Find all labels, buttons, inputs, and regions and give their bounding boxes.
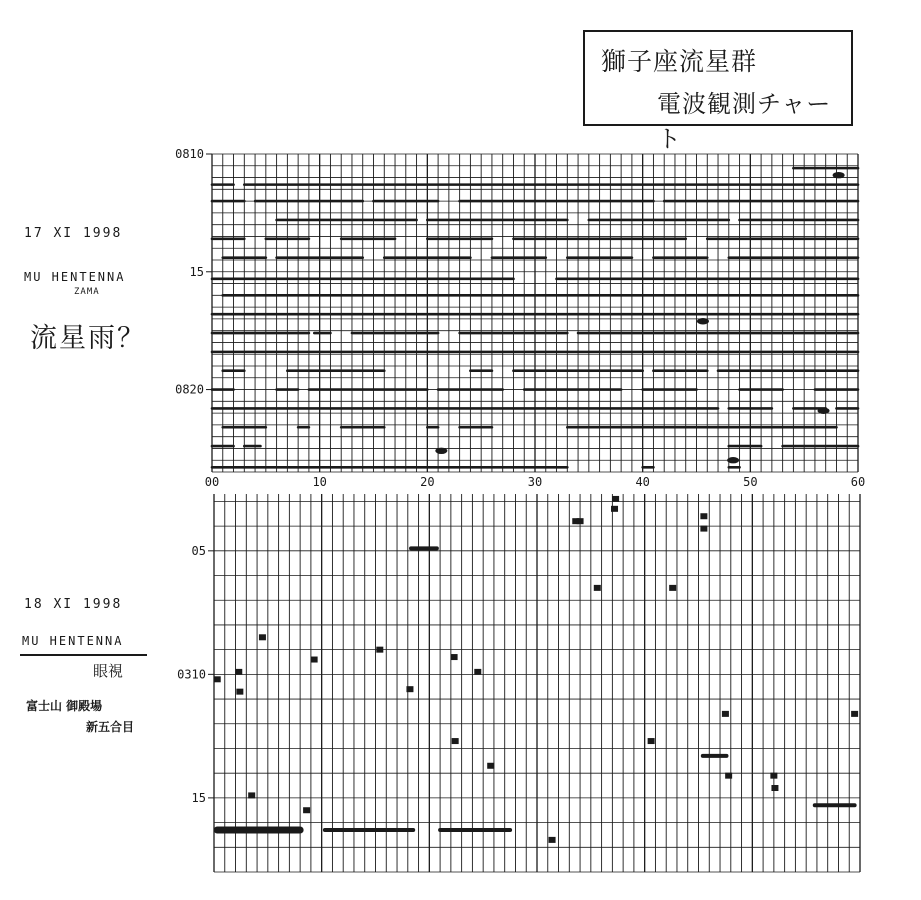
meteor-echo-blip (697, 318, 709, 324)
chart-bottom-grid (214, 494, 860, 872)
y-tick-label: 0810 (175, 147, 204, 161)
meteor-point (487, 763, 494, 769)
panel2-method: 眼視 (93, 662, 124, 680)
chart-bottom-marks (214, 496, 858, 843)
meteor-point (259, 634, 266, 640)
meteor-point (235, 669, 242, 675)
meteor-point (700, 513, 707, 519)
meteor-point (771, 785, 778, 791)
meteor-point (474, 669, 481, 675)
meteor-echo-blip (818, 408, 830, 414)
x-tick-label: 40 (635, 475, 650, 489)
chart-top (175, 147, 865, 489)
meteor-point (406, 686, 413, 692)
meteor-point (577, 518, 584, 524)
meteor-point (770, 773, 777, 779)
chart-bottom-labels (177, 544, 214, 805)
x-tick-label: 50 (743, 475, 758, 489)
x-tick-label: 10 (312, 475, 327, 489)
meteor-point (594, 585, 601, 591)
meteor-point (236, 689, 243, 695)
meteor-point (451, 654, 458, 660)
meteor-echo-blip (435, 448, 447, 454)
x-tick-label: 00 (204, 475, 220, 489)
meteor-point (700, 526, 707, 532)
x-tick-label: 60 (850, 475, 866, 489)
meteor-point (303, 807, 310, 813)
panel2-date: 18 XI 1998 (24, 597, 123, 612)
chart-title-line1: 獅子座流星群 (601, 47, 758, 76)
chart-bottom (177, 494, 860, 872)
meteor-point (648, 738, 655, 744)
meteor-point (722, 711, 729, 717)
panel2-location-line2: 新五合目 (86, 720, 135, 734)
meteor-point (549, 837, 556, 843)
meteor-point (669, 585, 676, 591)
x-tick-label: 30 (527, 475, 543, 489)
panel1-antenna: MU HENTENNA (24, 270, 126, 284)
y-tick-label: 15 (191, 790, 206, 805)
panel1-location: ZAMA (74, 287, 100, 297)
meteor-point (725, 773, 732, 779)
chart-top-labels (175, 147, 865, 489)
panel1-note: 流星雨？ (30, 323, 146, 354)
meteor-echo-blip (727, 457, 739, 463)
meteor-point (311, 657, 318, 663)
meteor-echo-blip (833, 172, 845, 178)
meteor-point (612, 496, 619, 502)
panel1-date: 17 XI 1998 (24, 226, 123, 241)
meteor-point (214, 676, 221, 682)
x-tick-label: 20 (420, 475, 435, 489)
y-tick-label: 0820 (175, 382, 204, 397)
chart-title-line2: 電波観測チャート (657, 90, 832, 153)
panel2-location-line1: 富士山 御殿場 (26, 699, 103, 713)
meteor-point (376, 647, 383, 653)
meteor-point (851, 711, 858, 717)
y-tick-label: 15 (189, 264, 204, 279)
panel2-antenna: MU HENTENNA (22, 634, 124, 648)
y-tick-label: 0310 (177, 667, 206, 682)
y-tick-label: 05 (191, 543, 206, 558)
meteor-point (452, 738, 459, 744)
meteor-point (248, 792, 255, 798)
meteor-point (611, 506, 618, 512)
